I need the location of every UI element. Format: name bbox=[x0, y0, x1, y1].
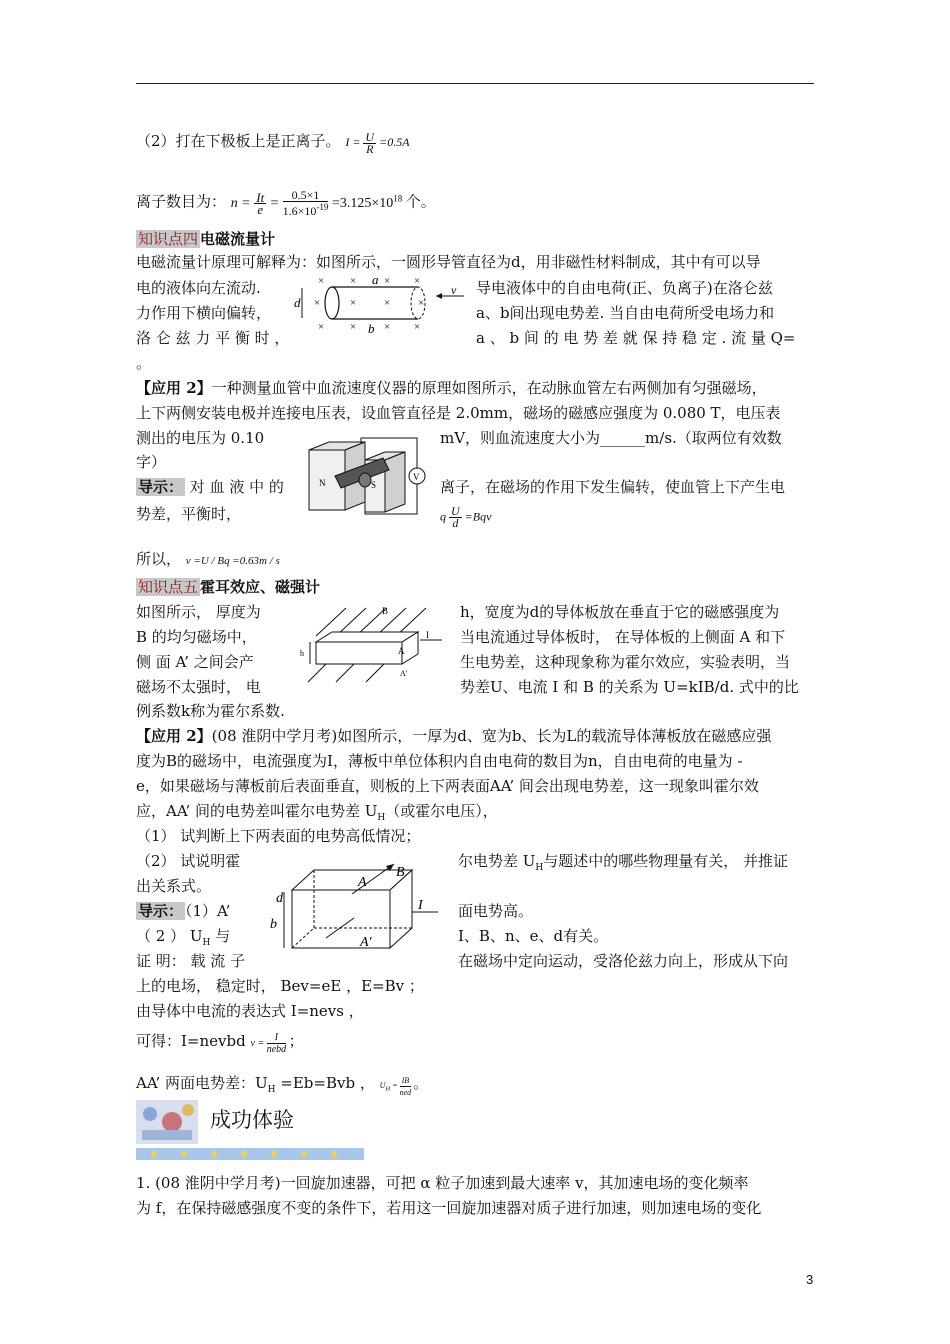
text-line: 势差，平衡时， bbox=[136, 505, 242, 523]
formula-part: v = bbox=[250, 1038, 265, 1049]
numerator: It bbox=[256, 189, 265, 205]
text: 与 bbox=[210, 927, 231, 945]
fraction bbox=[267, 1032, 286, 1055]
label-b: B bbox=[382, 606, 389, 616]
paragraph-p1 bbox=[136, 131, 410, 155]
text-line: （1） 试判断上下两表面的电势高低情况； bbox=[136, 827, 421, 845]
text: (08 淮阴中学月考)如图所示，一厚为d、宽为b、长为L的载流导体薄板放在磁感应强 bbox=[211, 727, 772, 745]
app2b-line14 bbox=[136, 1073, 428, 1100]
text-line: 字） bbox=[136, 453, 167, 471]
figure-hall-box bbox=[262, 862, 442, 962]
app2b-line1 bbox=[136, 726, 771, 746]
formula-current bbox=[345, 129, 410, 156]
text: AA’ 两面电势差：U bbox=[136, 1074, 268, 1092]
figure-hall-plate bbox=[296, 600, 446, 686]
text-line: a、b间出现电势差. 当自由电荷所受电场力和 bbox=[476, 304, 775, 322]
app2a-guide bbox=[136, 477, 284, 497]
formula-part: U bbox=[379, 1081, 386, 1090]
formula-velocity: v =U / Bq =0.63m / s bbox=[185, 555, 280, 567]
text-line: 例系数k称为霍尔系数. bbox=[136, 702, 285, 720]
question-line: 1. (08 淮阴中学月考)一回旋加速器，可把 α 粒子加速到最大速率 v，其加速电场的变化频率 bbox=[136, 1174, 749, 1192]
numerator: U bbox=[451, 504, 460, 518]
kp-title: 电磁流量计 bbox=[200, 230, 276, 248]
label-i: I bbox=[418, 898, 423, 913]
vessel-section bbox=[359, 473, 371, 487]
cross-mark: × bbox=[414, 275, 421, 287]
app2b-line6r bbox=[458, 851, 788, 878]
text-line: 度为B的磁场中，电流强度为I，薄板中单位体积内自由电荷的数目为n，自由电荷的电量为 - bbox=[136, 752, 743, 770]
figure-blood-flow bbox=[305, 436, 430, 516]
fraction bbox=[449, 506, 462, 529]
subscript: H bbox=[267, 1085, 276, 1095]
label-d: d bbox=[276, 891, 283, 906]
app-tag: 【应用 2】 bbox=[136, 379, 212, 397]
denominator: e bbox=[257, 201, 264, 217]
label-v: v bbox=[451, 283, 457, 297]
cross-mark: × bbox=[318, 321, 325, 333]
text: 离子数目为： bbox=[136, 192, 227, 211]
sun-icon bbox=[151, 1151, 157, 1157]
formula-part: q bbox=[440, 509, 446, 524]
cross-mark: × bbox=[318, 275, 325, 287]
label-voltmeter: V bbox=[413, 472, 420, 482]
cross-mark: × bbox=[350, 321, 357, 333]
text-line: 由导体中电流的表达式 I=nevs ， bbox=[136, 1002, 364, 1020]
app-tag: 【应用 2】 bbox=[136, 727, 212, 745]
text-line: 电磁流量计原理可解释为：如图所示，一圆形导管直径为d，用非磁性材料制成，其中有可以导 bbox=[136, 253, 761, 271]
app2a-result bbox=[136, 549, 280, 571]
text: 对 血 液 中 的 bbox=[185, 478, 284, 496]
subscript: H bbox=[535, 863, 544, 873]
subscript: H bbox=[202, 938, 211, 948]
paragraph-p2 bbox=[136, 188, 436, 217]
text-line: B 的均匀磁场中， bbox=[136, 628, 257, 646]
text-line: 出关系式。 bbox=[136, 877, 212, 895]
text-line: 势差U、电流 I 和 B 的关系为 U=kIB/d. 式中的比 bbox=[460, 678, 799, 696]
sun-icon bbox=[301, 1151, 307, 1157]
cross-mark: × bbox=[414, 321, 421, 333]
text: （2）打在下极板上是正离子。 bbox=[136, 132, 341, 150]
formula-hall-voltage bbox=[379, 1075, 414, 1097]
sun-icon bbox=[241, 1151, 247, 1157]
subscript: H bbox=[385, 1085, 391, 1093]
sun-icon bbox=[271, 1151, 277, 1157]
denominator: d bbox=[452, 516, 459, 530]
label-a-prime: A' bbox=[360, 935, 372, 950]
text: 与题述中的哪些物理量有关， 并推证 bbox=[543, 852, 789, 870]
section-heading-kp4 bbox=[136, 229, 275, 249]
formula-part: =3.125×10 bbox=[331, 195, 394, 211]
text-line: h，宽度为d的导体板放在垂直于它的磁感强度为 bbox=[460, 603, 780, 621]
kp-tag: 知识点五 bbox=[138, 578, 199, 596]
denominator: nebd bbox=[266, 1044, 287, 1056]
text-line: （2） 试说明霍 bbox=[136, 852, 241, 870]
app2b-line13 bbox=[136, 1031, 304, 1055]
field-line bbox=[336, 664, 354, 682]
fraction bbox=[363, 129, 376, 156]
formula-balance bbox=[440, 506, 491, 529]
app2b-line4 bbox=[136, 801, 498, 828]
decor-icon bbox=[142, 1130, 192, 1140]
label-s: S bbox=[371, 480, 377, 490]
plate-front bbox=[316, 642, 402, 664]
text: 可得：I=nevbd bbox=[136, 1032, 246, 1050]
app2a-line1 bbox=[136, 378, 767, 398]
label-a: a bbox=[372, 272, 379, 287]
cross-mark: × bbox=[384, 297, 391, 309]
denominator: R bbox=[366, 141, 374, 156]
exponent: -19 bbox=[316, 201, 329, 212]
cross-mark: × bbox=[384, 275, 391, 287]
cross-mark: × bbox=[350, 275, 357, 287]
text-line: 导电液体中的自由电荷(正、负离子)在洛仑兹 bbox=[476, 279, 773, 297]
text: （ 2 ） U bbox=[136, 927, 203, 945]
text-line: 。 bbox=[136, 354, 152, 372]
plate-top bbox=[316, 632, 418, 642]
numerator: 0.5×1 bbox=[283, 190, 329, 202]
banner-bar bbox=[136, 1148, 364, 1160]
denominator-base: 1.6×10 bbox=[282, 203, 317, 218]
fraction bbox=[282, 187, 329, 218]
text: 一种测量血管中血流速度仪器的原理如图所示，在动脉血管左右两侧加有匀强磁场， bbox=[211, 379, 767, 397]
formula-part: = bbox=[390, 1081, 400, 1090]
pipe-left-end bbox=[325, 287, 339, 319]
formula-part: n = bbox=[230, 195, 251, 211]
cross-mark: × bbox=[384, 321, 391, 333]
section-heading-kp5 bbox=[136, 577, 320, 597]
label-a: A bbox=[358, 875, 367, 890]
fraction bbox=[400, 1075, 412, 1098]
section-title: 成功体验 bbox=[210, 1108, 294, 1132]
text-line: 测出的电压为 0.10 bbox=[136, 429, 265, 447]
text-line: 如图所示， 厚度为 bbox=[136, 603, 261, 621]
text-line: e，如果磁场与薄板前后表面垂直，则板的上下两表面AA’ 间会出现电势差，这一现象叫霍尔效 bbox=[136, 777, 759, 795]
text-line: 洛 仑 兹 力 平 衡 时 ， bbox=[136, 329, 290, 347]
denominator: ned bbox=[399, 1087, 412, 1097]
numerator: I bbox=[267, 1032, 286, 1044]
app2b-guide bbox=[136, 901, 230, 921]
label-i: I bbox=[426, 630, 429, 640]
text: 个。 bbox=[405, 192, 436, 211]
decor-icon bbox=[143, 1107, 157, 1121]
formula-part: = bbox=[269, 195, 280, 211]
text-line: 电的液体向左流动. bbox=[136, 279, 261, 297]
text: （1）A’ bbox=[185, 902, 231, 920]
sun-icon bbox=[181, 1151, 187, 1157]
text: =Eb=Bvb ， bbox=[275, 1074, 375, 1092]
text: （或霍尔电压）， bbox=[385, 802, 498, 820]
formula-part: =0.5A bbox=[379, 135, 410, 149]
text: 应，AA’ 间的电势差叫霍尔电势差 U bbox=[136, 802, 378, 820]
app2b-line9 bbox=[136, 926, 230, 953]
text-line: I、B、n、e、d有关。 bbox=[458, 927, 609, 945]
figure-flowmeter bbox=[288, 272, 468, 336]
kp-tag: 知识点四 bbox=[138, 230, 199, 248]
text-line: 侧 面 A’ 之间会产 bbox=[136, 653, 254, 671]
label-b: b bbox=[368, 321, 375, 336]
text-line: 上的电场， 稳定时， Bev=eE ，E=Bv ； bbox=[136, 977, 424, 995]
label-b-width: b bbox=[270, 917, 277, 932]
guide-tag: 导示： bbox=[138, 478, 184, 496]
text: 所以， bbox=[136, 550, 182, 568]
kp-title: 霍耳效应、磁强计 bbox=[200, 578, 321, 596]
decor-icon bbox=[182, 1104, 194, 1116]
text-line: 力作用下横向偏转， bbox=[136, 304, 272, 322]
text-line: 当电流通过导体板时， 在导体板的上侧面 A 和下 bbox=[460, 628, 786, 646]
numerator: U bbox=[365, 129, 375, 144]
fraction bbox=[254, 189, 266, 217]
cross-mark: × bbox=[350, 297, 357, 309]
text-line: 证 明： 载 流 子 bbox=[136, 952, 246, 970]
text-line: 在磁场中定向运动，受洛伦兹力向上，形成从下向 bbox=[458, 952, 789, 970]
label-n: N bbox=[319, 478, 326, 488]
subscript: H bbox=[377, 813, 386, 823]
decor-icon bbox=[162, 1112, 182, 1132]
magnet-s-side bbox=[385, 452, 405, 512]
formula-velocity bbox=[250, 1032, 289, 1056]
text-line: a 、 b 间 的 电 势 差 就 保 持 稳 定 . 流 量 Q= bbox=[476, 329, 796, 347]
text-line: 面电势高。 bbox=[458, 902, 534, 920]
numerator: IB bbox=[401, 1075, 410, 1085]
guide-tag: 导示： bbox=[138, 902, 184, 920]
field-line bbox=[308, 664, 326, 682]
cross-mark: × bbox=[418, 297, 425, 309]
box-front bbox=[292, 890, 390, 948]
formula-part: I = bbox=[345, 135, 361, 149]
sun-icon bbox=[211, 1151, 217, 1157]
label-a-prime: A' bbox=[400, 669, 408, 678]
formula-part: =Bqv bbox=[464, 509, 492, 524]
arrow-head-icon bbox=[436, 293, 442, 299]
label-h: h bbox=[300, 649, 304, 658]
text-line: 生电势差，这种现象称为霍尔效应，实验表明，当 bbox=[460, 653, 791, 671]
text-line: 上下两侧安装电极并连接电压表，设血管直径是 2.0mm，磁场的磁感应强度为 0.080 T，电压表 bbox=[136, 404, 781, 422]
denominator bbox=[283, 202, 329, 217]
sun-icon bbox=[331, 1151, 337, 1157]
text: 。 bbox=[413, 1074, 429, 1092]
label-d: d bbox=[294, 295, 301, 310]
header-rule bbox=[136, 83, 814, 84]
text: ； bbox=[288, 1032, 304, 1050]
text-line: mV，则血流速度大小为______m/s.（取两位有效数 bbox=[440, 429, 782, 447]
cross-mark: × bbox=[314, 297, 321, 309]
formula-part bbox=[331, 193, 403, 211]
text-line: 离子，在磁场的作用下发生偏转，使血管上下产生电 bbox=[440, 478, 786, 496]
label-b: B bbox=[396, 865, 405, 880]
text: 尔电势差 U bbox=[458, 852, 536, 870]
question-line: 为 f，在保持磁感强度不变的条件下，若用这一回旋加速器对质子进行加速，则加速电场的变化 bbox=[136, 1199, 762, 1217]
exponent: 18 bbox=[393, 193, 403, 203]
text-line: 磁场不太强时， 电 bbox=[136, 678, 261, 696]
page-number: 3 bbox=[806, 1272, 814, 1287]
field-line bbox=[366, 664, 384, 682]
label-a: A bbox=[398, 646, 405, 656]
